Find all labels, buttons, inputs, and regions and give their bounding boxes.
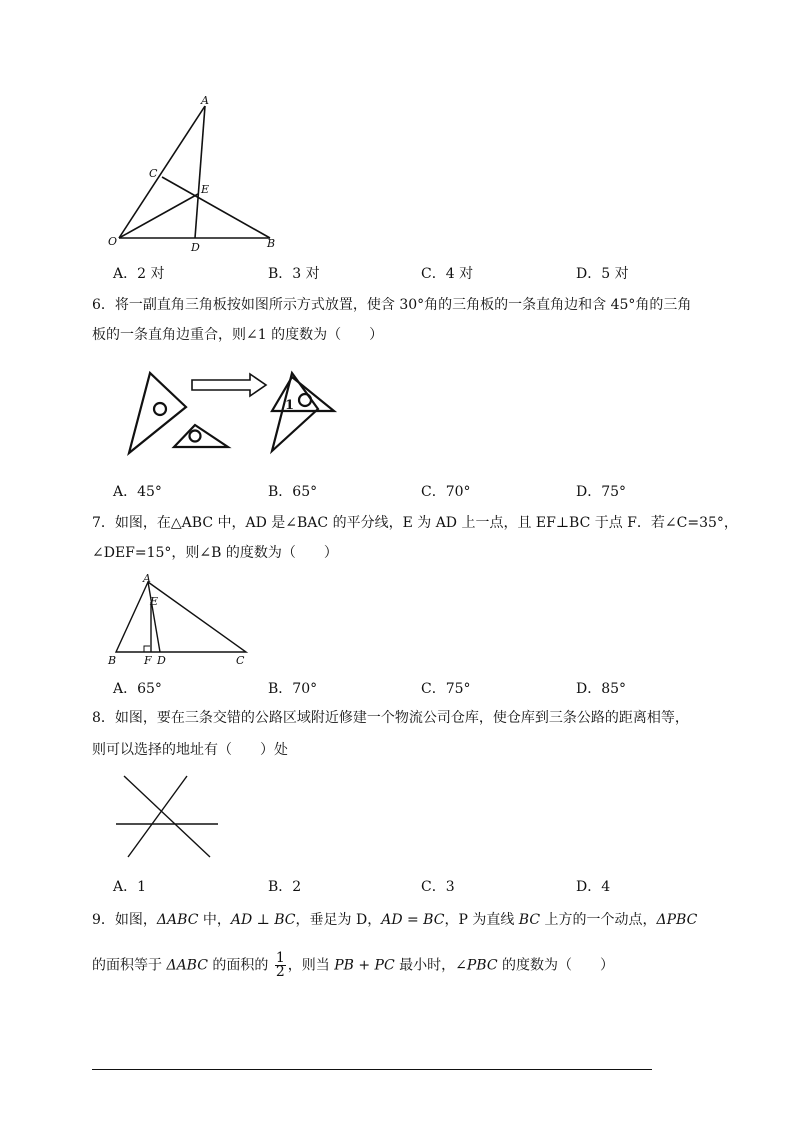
- q8-figure: [112, 772, 222, 862]
- q7-option-d[interactable]: D．85°: [576, 681, 627, 697]
- math-delta-abc: ΔABC: [166, 957, 208, 974]
- label-e: E: [150, 595, 159, 608]
- q6-option-d[interactable]: D．75°: [576, 484, 627, 500]
- bisector-ad: [148, 582, 160, 652]
- q5-option-a[interactable]: A．2 对: [113, 266, 165, 282]
- set-square-hole: [190, 431, 201, 442]
- q6-option-c[interactable]: C．70°: [421, 484, 471, 500]
- q9-text: 上方的一个动点，: [540, 912, 657, 928]
- label-a: A: [143, 574, 151, 585]
- q8-text-line1: 8．如图，要在三条交错的公路区域附近修建一个物流公司仓库，使仓库到三条公路的距离相等，: [92, 710, 689, 726]
- q8-text-line2: 则可以选择的地址有（ ）处: [92, 742, 288, 758]
- label-a: A: [201, 94, 209, 107]
- q9-text: ，P 为直线: [444, 912, 519, 928]
- fraction-one-half: [275, 952, 286, 979]
- q5-option-c[interactable]: C．4 对: [421, 266, 474, 282]
- label-c: C: [236, 654, 245, 667]
- label-d: D: [191, 241, 200, 254]
- q6-option-a[interactable]: A．45°: [113, 484, 162, 500]
- label-o: O: [108, 235, 118, 248]
- q9-text: 中，: [198, 912, 231, 928]
- line-oa: [119, 106, 205, 238]
- math-delta-abc: ΔABC: [156, 912, 199, 928]
- line-oe: [119, 194, 198, 238]
- math-pb-plus-pc: PB + PC: [334, 957, 395, 974]
- fraction-denominator: 2: [275, 964, 285, 980]
- q7-figure: [104, 574, 254, 669]
- q9-text: ，垂足为 D，: [295, 912, 382, 928]
- q8-option-d[interactable]: D．4: [576, 879, 611, 895]
- math-bc: BC: [518, 912, 541, 928]
- footer-divider: [92, 1069, 652, 1070]
- q9-text: 最小时，: [394, 957, 456, 974]
- q7-option-a[interactable]: A．65°: [113, 681, 162, 697]
- math-angle-pbc: ∠PBC: [455, 957, 498, 974]
- q7-text-line2: ∠DEF=15°，则∠B 的度数为（ ）: [92, 545, 338, 561]
- q9-text: 的度数为（ ）: [497, 957, 615, 974]
- q9-text: ，则当: [287, 957, 335, 974]
- q5-figure: [105, 92, 285, 254]
- label-d: D: [157, 654, 166, 667]
- q6-text-line1: 6．将一副直角三角板按如图所示方式放置，使含 30°角的三角板的一条直角边和含 45°角的三角: [92, 297, 692, 313]
- q6-option-b[interactable]: B．65°: [268, 484, 318, 500]
- q8-option-a[interactable]: A．1: [113, 879, 147, 895]
- set-square-hole: [154, 403, 166, 415]
- fraction-numerator: 1: [275, 950, 285, 966]
- q9-text-line2: [92, 952, 614, 979]
- label-e: E: [201, 183, 210, 196]
- triangle-abc: [116, 582, 246, 652]
- q9-text: 的面积的: [207, 957, 273, 974]
- set-square-30: [129, 373, 186, 453]
- set-square-hole: [299, 394, 311, 406]
- q8-option-c[interactable]: C．3: [421, 879, 455, 895]
- q9-text: 9．如图，: [92, 912, 157, 928]
- q6-text-line2: 板的一条直角边重合，则∠1 的度数为（ ）: [92, 327, 384, 343]
- right-angle-mark: [144, 646, 150, 652]
- q6-figure: [120, 365, 350, 465]
- math-ad-eq-bc: AD = BC: [381, 912, 445, 928]
- label-c: C: [149, 167, 158, 180]
- q7-text-line1: 7．如图，在△ABC 中，AD 是∠BAC 的平分线，E 为 AD 上一点，且 EF⊥BC 于点 F．若∠C=35°，: [92, 515, 738, 531]
- q8-option-b[interactable]: B．2: [268, 879, 302, 895]
- q9-text: 的面积等于: [92, 957, 167, 974]
- line-cb: [162, 177, 270, 238]
- angle-1-label: 1: [285, 398, 295, 413]
- q7-option-b[interactable]: B．70°: [268, 681, 318, 697]
- math-ad-perp-bc: AD ⊥ BC: [230, 912, 296, 928]
- arrow-icon: [192, 374, 266, 396]
- label-f: F: [144, 654, 152, 667]
- math-delta-pbc: ΔPBC: [656, 912, 698, 928]
- q7-option-c[interactable]: C．75°: [421, 681, 471, 697]
- q5-option-b[interactable]: B．3 对: [268, 266, 320, 282]
- q9-text-line1: [92, 910, 697, 930]
- label-b: B: [108, 654, 117, 667]
- label-b: B: [267, 237, 276, 250]
- q5-option-d[interactable]: D．5 对: [576, 266, 629, 282]
- line-ad: [195, 106, 205, 238]
